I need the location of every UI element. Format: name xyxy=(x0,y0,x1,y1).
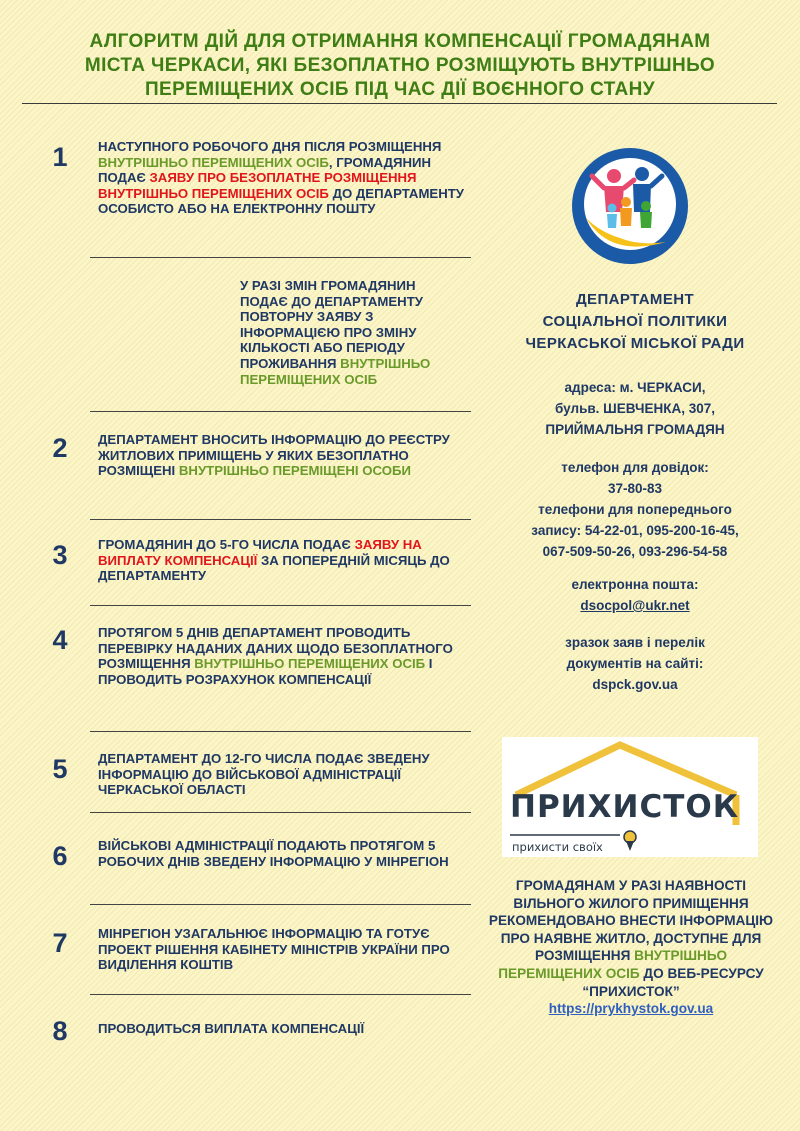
phones-label: телефони для попереднього xyxy=(538,502,732,517)
department-name-line-1: ДЕПАРТАМЕНТ xyxy=(575,291,695,308)
step-divider-5 xyxy=(90,812,471,813)
site-label-line-2: документів на сайті: xyxy=(566,656,704,671)
substep-text xyxy=(240,278,465,387)
email-label: електронна пошта: xyxy=(571,577,699,592)
step-3-highlight-application: ЗАЯВУ НА ВИПЛАТУ КОМПЕНСАЦІЇ xyxy=(98,537,422,568)
department-address xyxy=(490,377,780,440)
department-name-line-3: ЧЕРКАСЬКОЇ МІСЬКОЇ РАДИ xyxy=(525,335,745,352)
step-divider-sub xyxy=(90,411,471,412)
step-number-5: 5 xyxy=(52,754,68,784)
step-1-highlight-idp: ВНУТРІШНЬО ПЕРЕМІЩЕНИХ ОСІБ xyxy=(98,154,329,170)
prykhystok-slogan: прихисти своїх xyxy=(512,840,603,854)
step-2-highlight-idp: ВНУТРІШНЬО ПЕРЕМІЩЕНІ ОСОБИ xyxy=(178,463,411,479)
step-text-6: ВІЙСЬКОВІ АДМІНІСТРАЦІЇ ПОДАЮТЬ ПРОТЯГОМ 5 РОБОЧИХ ДНІВ ЗВЕДЕНУ ІНФОРМАЦІЮ У МІНРЕГІОН xyxy=(98,838,449,869)
site-label-line-1: зразок заяв і перелік xyxy=(565,635,705,650)
phones-line-1: запису: 54-22-01, 095-200-16-45, xyxy=(531,523,739,538)
recommend-part-c: ДО ВЕБ-РЕСУРСУ “ПРИХИСТОК” xyxy=(582,965,764,999)
step-1-highlight-application: ЗАЯВУ ПРО БЕЗОПЛАТНЕ РОЗМІЩЕННЯ ВНУТРІШНЬО ПЕРЕМІЩЕНИХ ОСІБ xyxy=(98,170,417,201)
department-name-line-2: СОЦІАЛЬНОЇ ПОЛІТИКИ xyxy=(542,313,728,330)
prykhystok-logo xyxy=(502,737,758,857)
step-number-4: 4 xyxy=(52,625,68,655)
step-1-part-a: НАСТУПНОГО РОБОЧОГО ДНЯ ПІСЛЯ РОЗМІЩЕННЯ xyxy=(98,139,442,154)
prykhystok-link[interactable]: https://prykhystok.gov.ua xyxy=(548,1001,714,1017)
substep-highlight-idp: ВНУТРІШНЬО ПЕРЕМІЩЕНИХ ОСІБ xyxy=(240,355,431,387)
step-text-7: МІНРЕГІОН УЗАГАЛЬНЮЄ ІНФОРМАЦІЮ ТА ГОТУЄ ПРОЕКТ РІШЕННЯ КАБІНЕТУ МІНІСТРІВ УКРАЇНИ ПРО ВИДІЛЕННЯ КОШТІВ xyxy=(98,926,450,973)
family-logo-icon xyxy=(570,146,690,266)
title-divider xyxy=(22,103,777,104)
step-4-part-a: ПРОТЯГОМ 5 ДНІВ ДЕПАРТАМЕНТ ПРОВОДИТЬ ПЕРЕВІРКУ НАДАНИХ ДАНИХ ЩОДО БЕЗОПЛАТНОГО РОЗМІЩЕННЯ xyxy=(98,625,453,672)
page-title xyxy=(20,30,780,102)
step-divider-6 xyxy=(90,904,471,905)
step-1-part-c: , ГРОМАДЯНИН ПОДАЄ xyxy=(98,154,431,186)
step-1-part-e: ДО ДЕПАРТАМЕНТУ ОСОБИСТО АБО НА ЕЛЕКТРОННУ ПОШТУ xyxy=(98,185,465,217)
address-line-1: адреса: м. ЧЕРКАСИ, xyxy=(564,380,706,395)
step-3-part-a: ГРОМАДЯНИН ДО 5-ГО ЧИСЛА ПОДАЄ xyxy=(98,537,355,552)
step-4-part-c: І ПРОВОДИТЬ РОЗРАХУНОК КОМПЕНСАЦІЇ xyxy=(98,656,433,687)
step-divider-7 xyxy=(90,994,471,995)
phones-line-2: 067-509-50-26, 093-296-54-58 xyxy=(542,544,728,559)
department-site-block xyxy=(490,632,780,695)
step-number-3: 3 xyxy=(52,540,68,570)
step-text-5: ДЕПАРТАМЕНТ ДО 12-ГО ЧИСЛА ПОДАЄ ЗВЕДЕНУ ІНФОРМАЦІЮ ДО ВІЙСЬКОВОЇ АДМІНІСТРАЦІЇ ЧЕРКАСЬКОЇ ОБЛАСТІ xyxy=(98,751,430,798)
recommend-highlight-idp: ВНУТРІШНЬО ПЕРЕМІЩЕНИХ ОСІБ xyxy=(498,948,728,981)
prykhystok-wordmark: ПРИХИСТОК xyxy=(510,789,740,825)
step-divider-3 xyxy=(90,605,471,606)
step-3-part-c: ЗА ПОПЕРЕДНІЙ МІСЯЦЬ ДО ДЕПАРТАМЕНТУ xyxy=(98,552,450,584)
phone-label: телефон для довідок: xyxy=(561,460,709,475)
step-divider-2 xyxy=(90,519,471,520)
step-number-2: 2 xyxy=(52,433,68,463)
department-email-block xyxy=(490,574,780,616)
title-line-2: МІСТА ЧЕРКАСИ, ЯКІ БЕЗОПЛАТНО РОЗМІЩУЮТЬ ВНУТРІШНЬО xyxy=(84,55,716,76)
step-divider-4 xyxy=(90,731,471,732)
step-number-1: 1 xyxy=(52,142,68,172)
department-phones xyxy=(490,457,780,562)
step-2-part-a: ДЕПАРТАМЕНТ ВНОСИТЬ ІНФОРМАЦІЮ ДО РЕЄСТРУ ЖИТЛОВИХ ПРИМІЩЕНЬ У ЯКИХ БЕЗОПЛАТНО РОЗМІЩЕНІ xyxy=(98,432,450,479)
step-number-8: 8 xyxy=(52,1016,68,1046)
step-text-4 xyxy=(98,625,470,687)
prykhystok-recommendation xyxy=(486,877,776,1018)
title-line-3: ПЕРЕМІЩЕНИХ ОСІБ ПІД ЧАС ДІЇ ВОЄННОГО СТАНУ xyxy=(144,79,655,100)
department-name xyxy=(490,289,780,355)
address-line-3: ПРИЙМАЛЬНЯ ГРОМАДЯН xyxy=(545,422,725,437)
step-text-3 xyxy=(98,537,470,584)
step-number-6: 6 xyxy=(52,841,68,871)
step-divider-1 xyxy=(90,257,471,258)
address-line-2: бульв. ШЕВЧЕНКА, 307, xyxy=(555,401,715,416)
email-link[interactable]: dsocpol@ukr.net xyxy=(580,598,690,613)
site-link[interactable]: dspck.gov.ua xyxy=(592,677,678,692)
step-text-8: ПРОВОДИТЬСЯ ВИПЛАТА КОМПЕНСАЦІЇ xyxy=(98,1021,365,1036)
recommend-part-a: ГРОМАДЯНАМ У РАЗІ НАЯВНОСТІ ВІЛЬНОГО ЖИЛОГО ПРИМІЩЕННЯ РЕКОМЕНДОВАНО ВНЕСТИ ІНФОРМАЦІЮ ПРО НАЯВНЕ ЖИТЛО, ДОСТУПНЕ ДЛЯ РОЗМІЩЕННЯ xyxy=(488,878,774,964)
step-number-7: 7 xyxy=(52,928,68,958)
step-4-highlight-idp: ВНУТРІШНЬО ПЕРЕМІЩЕНИХ ОСІБ xyxy=(194,656,426,672)
step-text-2 xyxy=(98,432,470,479)
phone-number: 37-80-83 xyxy=(607,481,663,496)
step-text-1 xyxy=(98,139,470,217)
title-line-1: АЛГОРИТМ ДІЙ ДЛЯ ОТРИМАННЯ КОМПЕНСАЦІЇ ГРОМАДЯНАМ xyxy=(89,31,711,52)
substep-part-a: У РАЗІ ЗМІН ГРОМАДЯНИН ПОДАЄ ДО ДЕПАРТАМЕНТУ ПОВТОРНУ ЗАЯВУ З ІНФОРМАЦІЄЮ ПРО ЗМІНУ КІЛЬКОСТІ АБО ПЕРІОДУ ПРОЖИВАННЯ xyxy=(240,278,423,371)
department-logo xyxy=(570,146,690,266)
